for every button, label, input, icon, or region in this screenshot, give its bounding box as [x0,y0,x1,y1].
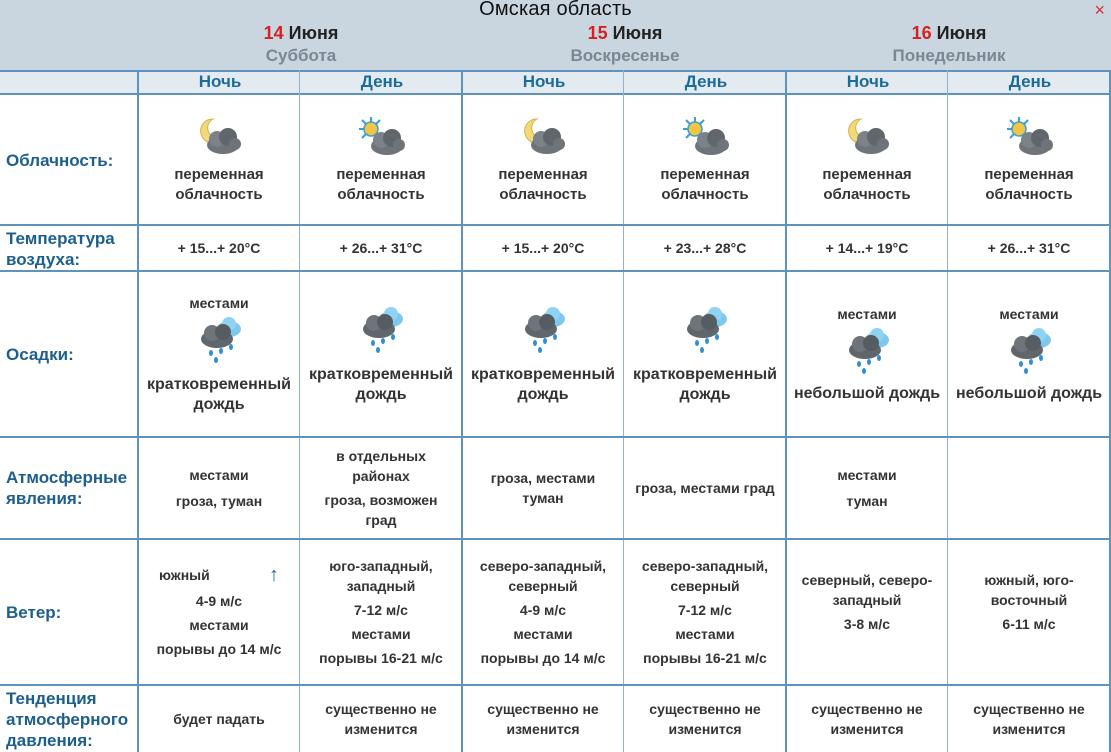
atmo-text: местами [189,467,249,483]
precip-text: кратковременный [633,366,777,383]
row-label-line: Тенденция [6,689,97,708]
wind-direction: северо-западный, [641,558,769,574]
temp-cell: + 26...+ 31°C [987,240,1071,256]
wind-gust-qualifier: местами [351,626,411,642]
pressure-text: изменится [668,721,742,737]
atmo-cell [463,438,623,538]
rain-cloud-icon [193,313,245,369]
wind-gust-qualifier: местами [513,626,573,642]
pressure-cell [139,686,299,752]
precip-qualifier: местами [837,306,897,322]
rain-cloud-icon [355,303,407,359]
pressure-text: существенно не [325,701,437,717]
period-label: Ночь [846,72,890,91]
clouds-cell [139,95,299,224]
precip-text: дождь [193,396,245,413]
precip-cell [625,272,785,436]
clouds-cell [301,95,461,224]
precip-text: дождь [355,386,407,403]
clouds-text: облачность [661,185,749,203]
day-number: 14 [263,23,284,43]
pressure-text: будет падать [173,711,265,727]
row-label-line: атмосферного [6,710,129,729]
pressure-text: изменится [830,721,904,737]
clouds-text: переменная [498,165,588,183]
wind-gust: порывы до 14 м/с [156,641,282,657]
row-label-line: давления: [6,731,93,750]
wind-speed: 3-8 м/с [843,616,891,632]
wind-speed: 4-9 м/с [519,602,567,618]
region-title: Омская область [479,0,632,20]
clouds-cell [787,95,947,224]
clouds-text: облачность [499,185,587,203]
period-label: День [1008,72,1052,91]
sun-cloud-icon [679,115,731,159]
pressure-cell [301,686,461,752]
precip-cell [139,272,299,436]
wind-direction: северный [670,578,740,594]
moon-cloud-icon [841,115,893,159]
wind-cell [625,540,785,684]
day-header [139,22,463,67]
clouds-text: переменная [822,165,912,183]
atmo-text: град [365,512,397,528]
atmo-text: туман [522,490,564,506]
column-divider [947,70,948,752]
atmo-text: гроза, возможен [324,492,438,508]
column-divider [299,70,300,752]
precip-cell [787,272,947,436]
period-label: Ночь [522,72,566,91]
pressure-text: изменится [992,721,1066,737]
atmo-cell [787,438,947,538]
pressure-text: изменится [506,721,580,737]
clouds-text: переменная [660,165,750,183]
precip-text: дождь [679,386,731,403]
clouds-text: облачность [823,185,911,203]
precip-cell [463,272,623,436]
wind-cell [301,540,461,684]
precip-qualifier: местами [999,306,1059,322]
row-label-temp [6,228,115,270]
wind-direction: южный, юго- [984,572,1074,588]
moon-cloud-icon [517,115,569,159]
wind-arrow-icon: ↑ [269,564,279,586]
clouds-text: облачность [337,185,425,203]
rain-cloud-icon [1003,324,1055,380]
day-month: Июня [288,23,339,43]
atmo-text: в отдельных [336,448,426,464]
sun-cloud-icon [355,115,407,159]
wind-gust: порывы 16-21 м/с [643,650,767,666]
wind-gust: порывы 16-21 м/с [319,650,443,666]
atmo-cell [949,438,1109,538]
moon-cloud-icon [193,115,245,159]
wind-gust: порывы до 14 м/с [480,650,606,666]
pressure-cell [949,686,1109,752]
temp-cell: + 15...+ 20°C [501,240,585,256]
day-header [787,22,1111,67]
row-label-atmo [6,467,127,509]
pressure-cell [463,686,623,752]
atmo-text: районах [352,468,410,484]
temp-cell: + 26...+ 31°C [339,240,423,256]
row-label-line: Атмосферные [6,468,128,487]
temp-cell: + 15...+ 20°C [177,240,261,256]
precip-text: дождь [517,386,569,403]
wind-direction: северный, северо- [801,572,933,588]
day-month: Июня [612,23,663,43]
row-label-clouds: Облачность: [6,151,114,170]
precip-cell [949,272,1109,436]
wind-cell [787,540,947,684]
atmo-cell [139,438,299,538]
clouds-text: облачность [175,185,263,203]
wind-speed: 4-9 м/с [195,593,243,609]
rain-cloud-icon [679,303,731,359]
wind-cell [139,540,299,684]
day-number: 15 [587,23,608,43]
row-label-line: явления: [6,489,83,508]
temp-cell: + 14...+ 19°C [825,240,909,256]
pressure-text: существенно не [649,701,761,717]
precip-cell [301,272,461,436]
day-month: Июня [936,23,987,43]
wind-direction: северо-западный, [479,558,607,574]
clouds-cell [463,95,623,224]
sun-cloud-icon [1003,115,1055,159]
rain-cloud-icon [841,324,893,380]
precip-text: кратковременный [147,376,291,393]
precip-text: небольшой дождь [793,385,941,402]
period-label: День [684,72,728,91]
clouds-cell [625,95,785,224]
wind-gust-qualifier: местами [189,617,249,633]
day-weekday: Суббота [265,46,337,65]
row-label-pressure [6,688,128,751]
precip-text: кратковременный [309,366,453,383]
wind-speed: 6-11 м/с [1002,616,1056,632]
wind-direction: западный [346,578,416,594]
wind-direction: южный [159,567,210,583]
day-number: 16 [911,23,932,43]
wind-direction: северный [508,578,578,594]
rain-cloud-icon [517,303,569,359]
precip-text: кратковременный [471,366,615,383]
row-label-line: Температура [6,229,115,248]
atmo-text: местами [837,467,897,483]
day-weekday: Понедельник [892,46,1006,65]
period-label: День [360,72,404,91]
wind-speed: 7-12 м/с [678,602,732,618]
pressure-text: изменится [344,721,418,737]
row-label-line: воздуха: [6,250,81,269]
wind-direction: юго-западный, [329,558,433,574]
wind-direction-row [159,565,279,585]
wind-direction: западный [832,592,902,608]
atmo-text: гроза, местами град [635,480,775,496]
wind-cell [949,540,1109,684]
pressure-text: существенно не [973,701,1085,717]
precip-qualifier: местами [189,295,249,311]
wind-gust-qualifier: местами [675,626,735,642]
wind-direction: восточный [990,592,1068,608]
row-label-precip: Осадки: [6,345,74,364]
close-icon[interactable]: × [1094,0,1105,20]
day-header [463,22,787,67]
wind-speed: 7-12 м/с [354,602,408,618]
precip-text: небольшой дождь [955,385,1103,402]
clouds-text: переменная [984,165,1074,183]
period-label: Ночь [198,72,242,91]
clouds-cell [949,95,1109,224]
clouds-text: переменная [336,165,426,183]
temp-cell: + 23...+ 28°C [663,240,747,256]
clouds-text: переменная [174,165,264,183]
row-label-wind: Ветер: [6,603,62,622]
pressure-text: существенно не [811,701,923,717]
atmo-cell [301,438,461,538]
column-divider [623,70,624,752]
atmo-text: гроза, туман [175,493,263,509]
pressure-cell [787,686,947,752]
atmo-cell [625,438,785,538]
atmo-text: гроза, местами [490,470,596,486]
day-weekday: Воскресенье [570,46,680,65]
wind-cell [463,540,623,684]
pressure-cell [625,686,785,752]
clouds-text: облачность [985,185,1073,203]
atmo-text: туман [846,493,888,509]
pressure-text: существенно не [487,701,599,717]
